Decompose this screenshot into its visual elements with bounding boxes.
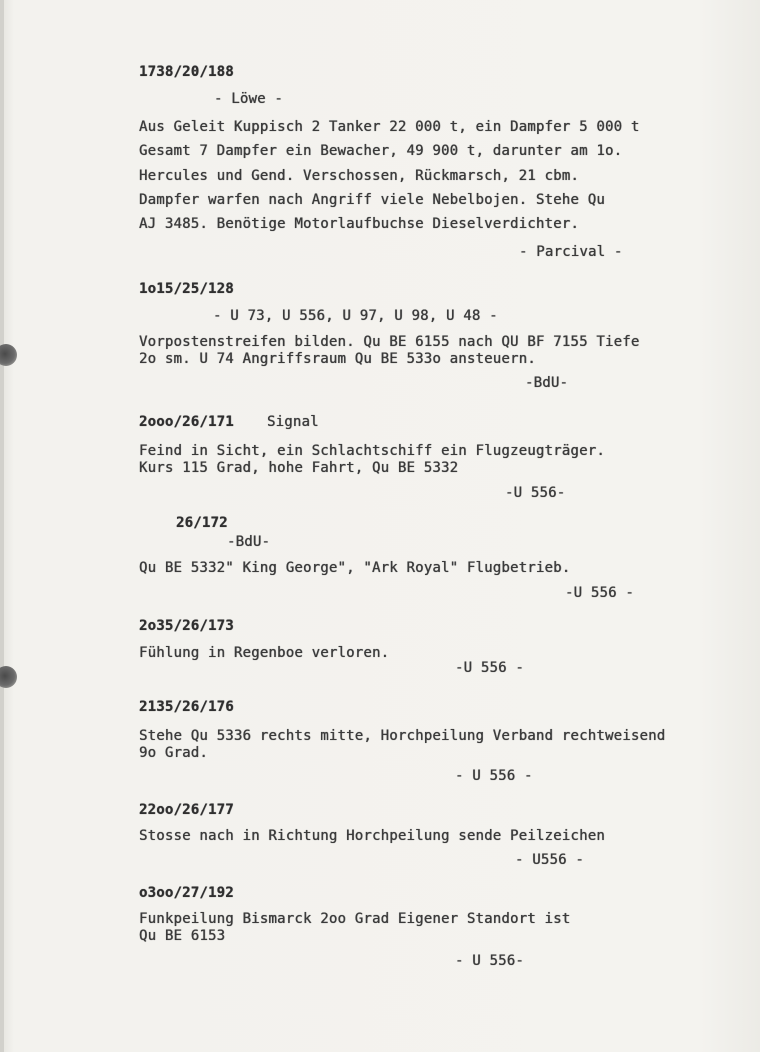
message-5-sender: -U 556 - xyxy=(455,660,525,676)
message-8-line-1: Funkpeilung Bismarck 2oo Grad Eigener Standort ist xyxy=(139,911,571,927)
message-5-header: 2o35/26/173 xyxy=(139,618,234,634)
message-1-sender: - Parcival - xyxy=(519,244,623,260)
message-1-line-1: Aus Geleit Kuppisch 2 Tanker 22 000 t, ein Dampfer 5 000 t xyxy=(139,119,640,135)
message-2-sender: -BdU- xyxy=(525,375,569,391)
message-3-header: 2ooo/26/171 xyxy=(139,414,234,430)
message-4-recipient: -BdU- xyxy=(227,534,271,550)
message-3-header-note: Signal xyxy=(267,414,319,430)
message-2-header: 1o15/25/128 xyxy=(139,281,234,297)
message-3-line-1: Feind in Sicht, ein Schlachtschiff ein Flugzeugträger. xyxy=(139,443,605,459)
message-8-header: o3oo/27/192 xyxy=(139,885,234,901)
message-8-line-2: Qu BE 6153 xyxy=(139,928,226,944)
message-2-line-2: 2o sm. U 74 Angriffsraum Qu BE 533o ansteuern. xyxy=(139,351,536,367)
message-3-line-2: Kurs 115 Grad, hohe Fahrt, Qu BE 5332 xyxy=(139,460,459,476)
message-4-sender: -U 556 - xyxy=(565,585,635,601)
message-5-line-1: Fühlung in Regenboe verloren. xyxy=(139,645,390,661)
message-4-header: 26/172 xyxy=(176,515,228,531)
message-8-sender: - U 556- xyxy=(455,953,525,969)
message-7-header: 22oo/26/177 xyxy=(139,802,234,818)
message-1-line-4: Dampfer warfen nach Angriff viele Nebelbojen. Stehe Qu xyxy=(139,192,605,208)
message-6-line-1: Stehe Qu 5336 rechts mitte, Horchpeilung Verband rechtweisend xyxy=(139,728,666,744)
message-1-line-5: AJ 3485. Benötige Motorlaufbuchse Dieselverdichter. xyxy=(139,216,580,232)
message-1-recipient: - Löwe - xyxy=(214,91,284,107)
message-1-line-2: Gesamt 7 Dampfer ein Bewacher, 49 900 t, darunter am 1o. xyxy=(139,143,623,159)
message-2-line-1: Vorpostenstreifen bilden. Qu BE 6155 nach QU BF 7155 Tiefe xyxy=(139,334,640,350)
message-1-header: 1738/20/188 xyxy=(139,64,234,80)
message-7-line-1: Stosse nach in Richtung Horchpeilung sende Peilzeichen xyxy=(139,828,605,844)
message-6-sender: - U 556 - xyxy=(455,768,533,784)
message-2-recipients: - U 73, U 556, U 97, U 98, U 48 - xyxy=(213,308,498,324)
message-3-sender: -U 556- xyxy=(505,485,566,501)
message-7-sender: - U556 - xyxy=(515,852,585,868)
message-4-line-1: Qu BE 5332" King George", "Ark Royal" Flugbetrieb. xyxy=(139,560,571,576)
message-6-header: 2135/26/176 xyxy=(139,699,234,715)
punch-hole-top xyxy=(0,344,17,366)
message-1-line-3: Hercules und Gend. Verschossen, Rückmarsch, 21 cbm. xyxy=(139,168,580,184)
page-edge xyxy=(0,0,4,1052)
punch-hole-bottom xyxy=(0,666,17,688)
message-6-line-2: 9o Grad. xyxy=(139,745,209,761)
